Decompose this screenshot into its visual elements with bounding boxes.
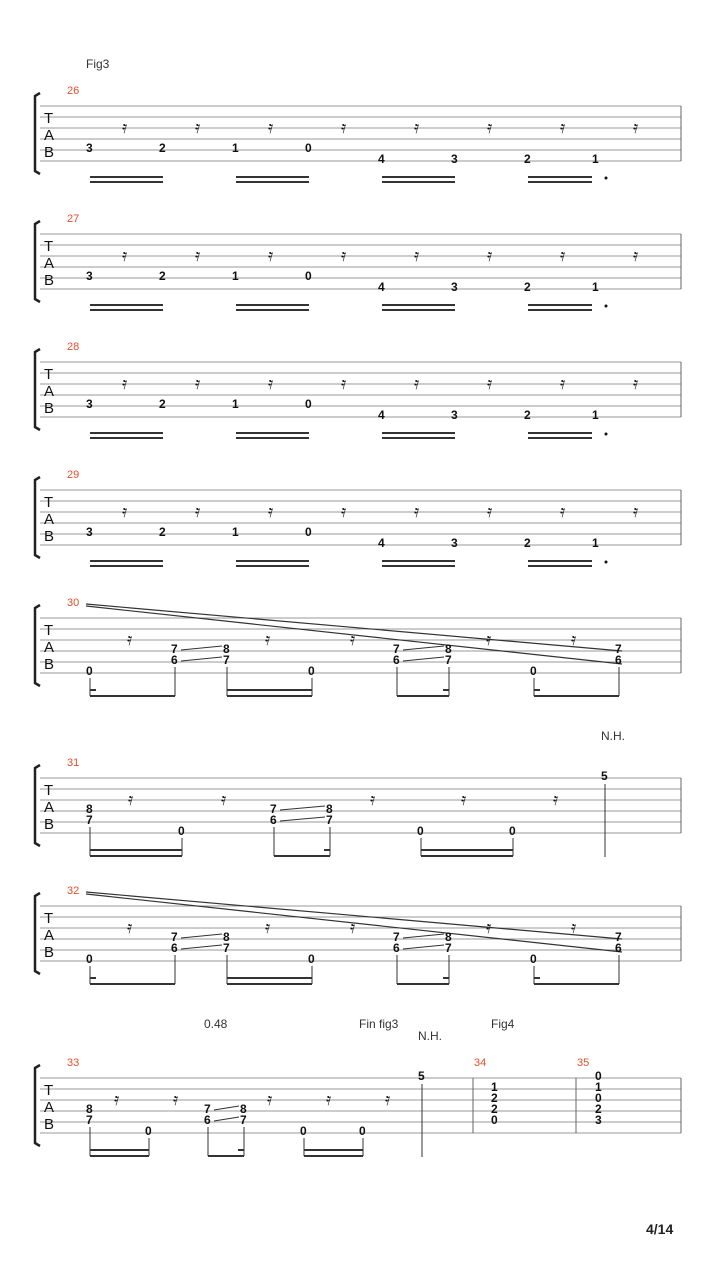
tab-clef-b: B <box>44 272 55 289</box>
system-bracket <box>35 477 40 558</box>
rest: 𝄿 <box>414 374 420 394</box>
system-28 <box>35 341 681 438</box>
rest: 𝄿 <box>341 374 347 394</box>
fret-number: 2 <box>159 269 166 283</box>
system-bracket <box>35 349 40 430</box>
rest: 𝄿 <box>487 118 493 138</box>
tempo-label: 0.48 <box>204 1017 228 1031</box>
beams <box>90 1150 363 1156</box>
fret-number: 7 <box>223 941 230 955</box>
rest: 𝄿 <box>571 918 577 938</box>
tab-clef-b: B <box>44 944 55 961</box>
fret-number: 7 <box>171 642 178 656</box>
rest: 𝄿 <box>560 246 566 266</box>
slides <box>181 934 444 949</box>
tab-clef-a: A <box>44 127 55 144</box>
fin-fig3-label: Fin fig3 <box>359 1017 399 1031</box>
bar-number: 28 <box>67 341 80 353</box>
tab-clef-b: B <box>44 144 55 161</box>
system-bracket <box>35 893 40 974</box>
rest: 𝄿 <box>326 1090 332 1110</box>
beams <box>90 978 619 984</box>
fret-number: 7 <box>270 802 277 816</box>
rest: 𝄿 <box>195 118 201 138</box>
natural-harmonic-label: N.H. <box>418 1029 442 1043</box>
tab-clef-b: B <box>44 528 55 545</box>
system-bracket <box>35 605 40 686</box>
rest: 𝄿 <box>128 790 134 810</box>
bar-number: 31 <box>67 757 80 769</box>
fret-number: 8 <box>223 642 230 656</box>
staff-lines <box>40 490 681 545</box>
fret-number: 6 <box>270 813 277 827</box>
fret-number: 0 <box>491 1113 498 1127</box>
fret-number: 7 <box>393 642 400 656</box>
tab-clef-t: T <box>44 782 54 799</box>
fret-number: 0 <box>595 1091 602 1105</box>
fret-number: 6 <box>393 653 400 667</box>
rest: 𝄿 <box>267 1090 273 1110</box>
system-30 <box>35 597 681 696</box>
beams <box>90 177 592 182</box>
stems <box>90 1127 363 1156</box>
fret-number: 0 <box>308 664 315 678</box>
rest: 𝄿 <box>487 246 493 266</box>
bar-number: 35 <box>577 1057 590 1069</box>
fret-number: 2 <box>491 1102 498 1116</box>
bar-number: 33 <box>67 1057 80 1069</box>
fret-number: 0 <box>359 1124 366 1138</box>
fret-number: 2 <box>524 152 531 166</box>
system-bracket <box>35 1065 40 1146</box>
rest: 𝄿 <box>265 918 271 938</box>
rest: 𝄿 <box>195 374 201 394</box>
system-27 <box>35 213 681 310</box>
chord-34 <box>491 1080 498 1127</box>
fret-number: 8 <box>86 1102 93 1116</box>
rest: 𝄿 <box>268 118 274 138</box>
fret-number: 8 <box>326 802 333 816</box>
rest: 𝄿 <box>633 246 639 266</box>
barlines <box>473 1078 681 1133</box>
fret-number: 7 <box>204 1102 211 1116</box>
fret-number: 1 <box>232 269 239 283</box>
fret-number: 3 <box>451 536 458 550</box>
fret-number: 3 <box>451 280 458 294</box>
fret-number: 7 <box>240 1113 247 1127</box>
rest: 𝄿 <box>268 246 274 266</box>
fret-number: 5 <box>601 769 608 783</box>
fret-number: 7 <box>445 941 452 955</box>
fret-number: 0 <box>509 824 516 838</box>
rest: 𝄿 <box>487 502 493 522</box>
fret-number: 0 <box>86 952 93 966</box>
tab-clef-a: A <box>44 639 55 656</box>
fret-number: 3 <box>86 141 93 155</box>
fret-number: 7 <box>393 930 400 944</box>
rest: 𝄿 <box>195 502 201 522</box>
staff-lines <box>40 234 681 289</box>
fret-number: 7 <box>86 1113 93 1127</box>
rest: 𝄿 <box>341 502 347 522</box>
fret-number: 1 <box>595 1080 602 1094</box>
tab-clef-a: A <box>44 927 55 944</box>
beams <box>90 305 592 310</box>
natural-harmonic-label: N.H. <box>601 729 625 743</box>
bar-number: 30 <box>67 597 80 609</box>
fret-number: 7 <box>615 930 622 944</box>
rest: 𝄿 <box>385 1090 391 1110</box>
rest: 𝄿 <box>122 246 128 266</box>
fret-number: 0 <box>305 525 312 539</box>
tab-clef-t: T <box>44 622 54 639</box>
staff-lines <box>40 362 681 417</box>
rest: 𝄿 <box>571 630 577 650</box>
beams <box>90 561 592 566</box>
fret-number: 1 <box>232 397 239 411</box>
beams <box>90 433 592 438</box>
slides <box>214 1106 239 1121</box>
fret-number: 8 <box>445 930 452 944</box>
fret-number: 0 <box>86 664 93 678</box>
fig4-label: Fig4 <box>491 1017 515 1031</box>
tab-clef-t: T <box>44 238 54 255</box>
fret-number: 1 <box>592 408 599 422</box>
rest: 𝄿 <box>414 502 420 522</box>
rest: 𝄿 <box>268 374 274 394</box>
rest: 𝄿 <box>553 790 559 810</box>
fret-number: 0 <box>145 1124 152 1138</box>
fret-number: 4 <box>378 408 385 422</box>
fret-number: 7 <box>445 653 452 667</box>
fret-number: 8 <box>240 1102 247 1116</box>
staff-lines <box>40 906 681 961</box>
fret-number: 4 <box>378 280 385 294</box>
rest: 𝄿 <box>350 918 356 938</box>
fret-number: 0 <box>595 1069 602 1083</box>
fret-number: 3 <box>451 408 458 422</box>
bar-number: 26 <box>67 85 80 97</box>
fret-number: 3 <box>86 269 93 283</box>
fret-number: 1 <box>232 141 239 155</box>
fret-number: 7 <box>86 813 93 827</box>
tab-clef-b: B <box>44 1116 55 1133</box>
tab-clef-t: T <box>44 910 54 927</box>
fret-number: 7 <box>223 653 230 667</box>
fret-number: 0 <box>305 397 312 411</box>
system-bracket <box>35 765 40 846</box>
fret-number: 3 <box>451 152 458 166</box>
slides <box>181 646 444 661</box>
system-31 <box>35 729 681 857</box>
system-bracket <box>35 93 40 174</box>
rest: 𝄿 <box>173 1090 179 1110</box>
fret-number: 0 <box>300 1124 307 1138</box>
fret-number: 7 <box>171 930 178 944</box>
rest: 𝄿 <box>633 374 639 394</box>
dot <box>605 305 608 308</box>
beams <box>90 850 513 856</box>
stems <box>90 827 513 856</box>
fret-number: 4 <box>378 536 385 550</box>
fret-number: 2 <box>595 1102 602 1116</box>
tab-clef-a: A <box>44 255 55 272</box>
fret-number: 0 <box>178 824 185 838</box>
tab-clef-a: A <box>44 511 55 528</box>
fret-number: 1 <box>592 536 599 550</box>
tab-clef-b: B <box>44 816 55 833</box>
fret-number: 8 <box>86 802 93 816</box>
tab-clef-t: T <box>44 366 54 383</box>
rest: 𝄿 <box>341 118 347 138</box>
tab-clef-a: A <box>44 799 55 816</box>
fret-number: 0 <box>530 952 537 966</box>
page-number: 4/14 <box>646 1221 674 1237</box>
system-33 <box>35 1017 681 1157</box>
rest: 𝄿 <box>486 630 492 650</box>
rest: 𝄿 <box>114 1090 120 1110</box>
tab-clef-a: A <box>44 1099 55 1116</box>
fret-number: 0 <box>305 269 312 283</box>
fret-number: 2 <box>159 525 166 539</box>
tab-clef-a: A <box>44 383 55 400</box>
fret-number: 5 <box>418 1069 425 1083</box>
staff-lines <box>40 778 681 833</box>
rest: 𝄿 <box>370 790 376 810</box>
fret-number: 2 <box>524 536 531 550</box>
beams <box>90 690 619 696</box>
tab-clef-t: T <box>44 494 54 511</box>
fret-number: 6 <box>171 653 178 667</box>
fig3-label: Fig3 <box>86 57 110 71</box>
fret-number: 3 <box>86 397 93 411</box>
rest: 𝄿 <box>414 118 420 138</box>
tab-clef-b: B <box>44 400 55 417</box>
fret-number: 1 <box>232 525 239 539</box>
fret-number: 1 <box>592 152 599 166</box>
fret-number: 2 <box>159 141 166 155</box>
fret-number: 0 <box>417 824 424 838</box>
system-26 <box>35 57 681 182</box>
rest: 𝄿 <box>122 118 128 138</box>
bar-number: 27 <box>67 213 80 225</box>
fret-number: 0 <box>305 141 312 155</box>
stems <box>90 667 619 696</box>
fret-number: 6 <box>393 941 400 955</box>
bar-number: 32 <box>67 885 80 897</box>
staff-lines <box>40 106 681 161</box>
tab-clef-t: T <box>44 1082 54 1099</box>
rest: 𝄿 <box>414 246 420 266</box>
bar-number: 29 <box>67 469 80 481</box>
rest: 𝄿 <box>268 502 274 522</box>
bar-number: 34 <box>474 1057 487 1069</box>
rest: 𝄿 <box>221 790 227 810</box>
fret-number: 2 <box>491 1091 498 1105</box>
rest: 𝄿 <box>461 790 467 810</box>
dot <box>605 433 608 436</box>
fret-number: 3 <box>595 1113 602 1127</box>
fret-number: 8 <box>223 930 230 944</box>
fret-number: 7 <box>615 642 622 656</box>
fret-number: 4 <box>378 152 385 166</box>
rest: 𝄿 <box>122 502 128 522</box>
slides <box>280 806 325 821</box>
rest: 𝄿 <box>127 918 133 938</box>
fret-number: 8 <box>445 642 452 656</box>
dot <box>605 177 608 180</box>
system-bracket <box>35 221 40 302</box>
rest: 𝄿 <box>195 246 201 266</box>
rest: 𝄿 <box>486 918 492 938</box>
fret-number: 3 <box>86 525 93 539</box>
rest: 𝄿 <box>560 502 566 522</box>
rest: 𝄿 <box>127 630 133 650</box>
rest: 𝄿 <box>560 374 566 394</box>
fret-number: 6 <box>615 653 622 667</box>
system-29 <box>35 469 681 566</box>
rest: 𝄿 <box>633 118 639 138</box>
fret-number: 0 <box>530 664 537 678</box>
chord-35 <box>595 1069 602 1127</box>
rest: 𝄿 <box>341 246 347 266</box>
rest: 𝄿 <box>122 374 128 394</box>
system-32 <box>35 885 681 984</box>
rest: 𝄿 <box>560 118 566 138</box>
fret-number: 6 <box>171 941 178 955</box>
fret-number: 6 <box>204 1113 211 1127</box>
fret-number: 2 <box>159 397 166 411</box>
rest: 𝄿 <box>487 374 493 394</box>
fret-number: 0 <box>308 952 315 966</box>
rest: 𝄿 <box>350 630 356 650</box>
rest: 𝄿 <box>633 502 639 522</box>
dot <box>605 561 608 564</box>
fret-number: 2 <box>524 280 531 294</box>
tab-clef-b: B <box>44 656 55 673</box>
staff-lines <box>40 618 681 673</box>
fret-number: 6 <box>615 941 622 955</box>
fret-number: 2 <box>524 408 531 422</box>
stems <box>90 955 619 984</box>
fret-number: 1 <box>592 280 599 294</box>
fret-number: 7 <box>326 813 333 827</box>
tab-clef-t: T <box>44 110 54 127</box>
fret-number: 1 <box>491 1080 498 1094</box>
rest: 𝄿 <box>265 630 271 650</box>
